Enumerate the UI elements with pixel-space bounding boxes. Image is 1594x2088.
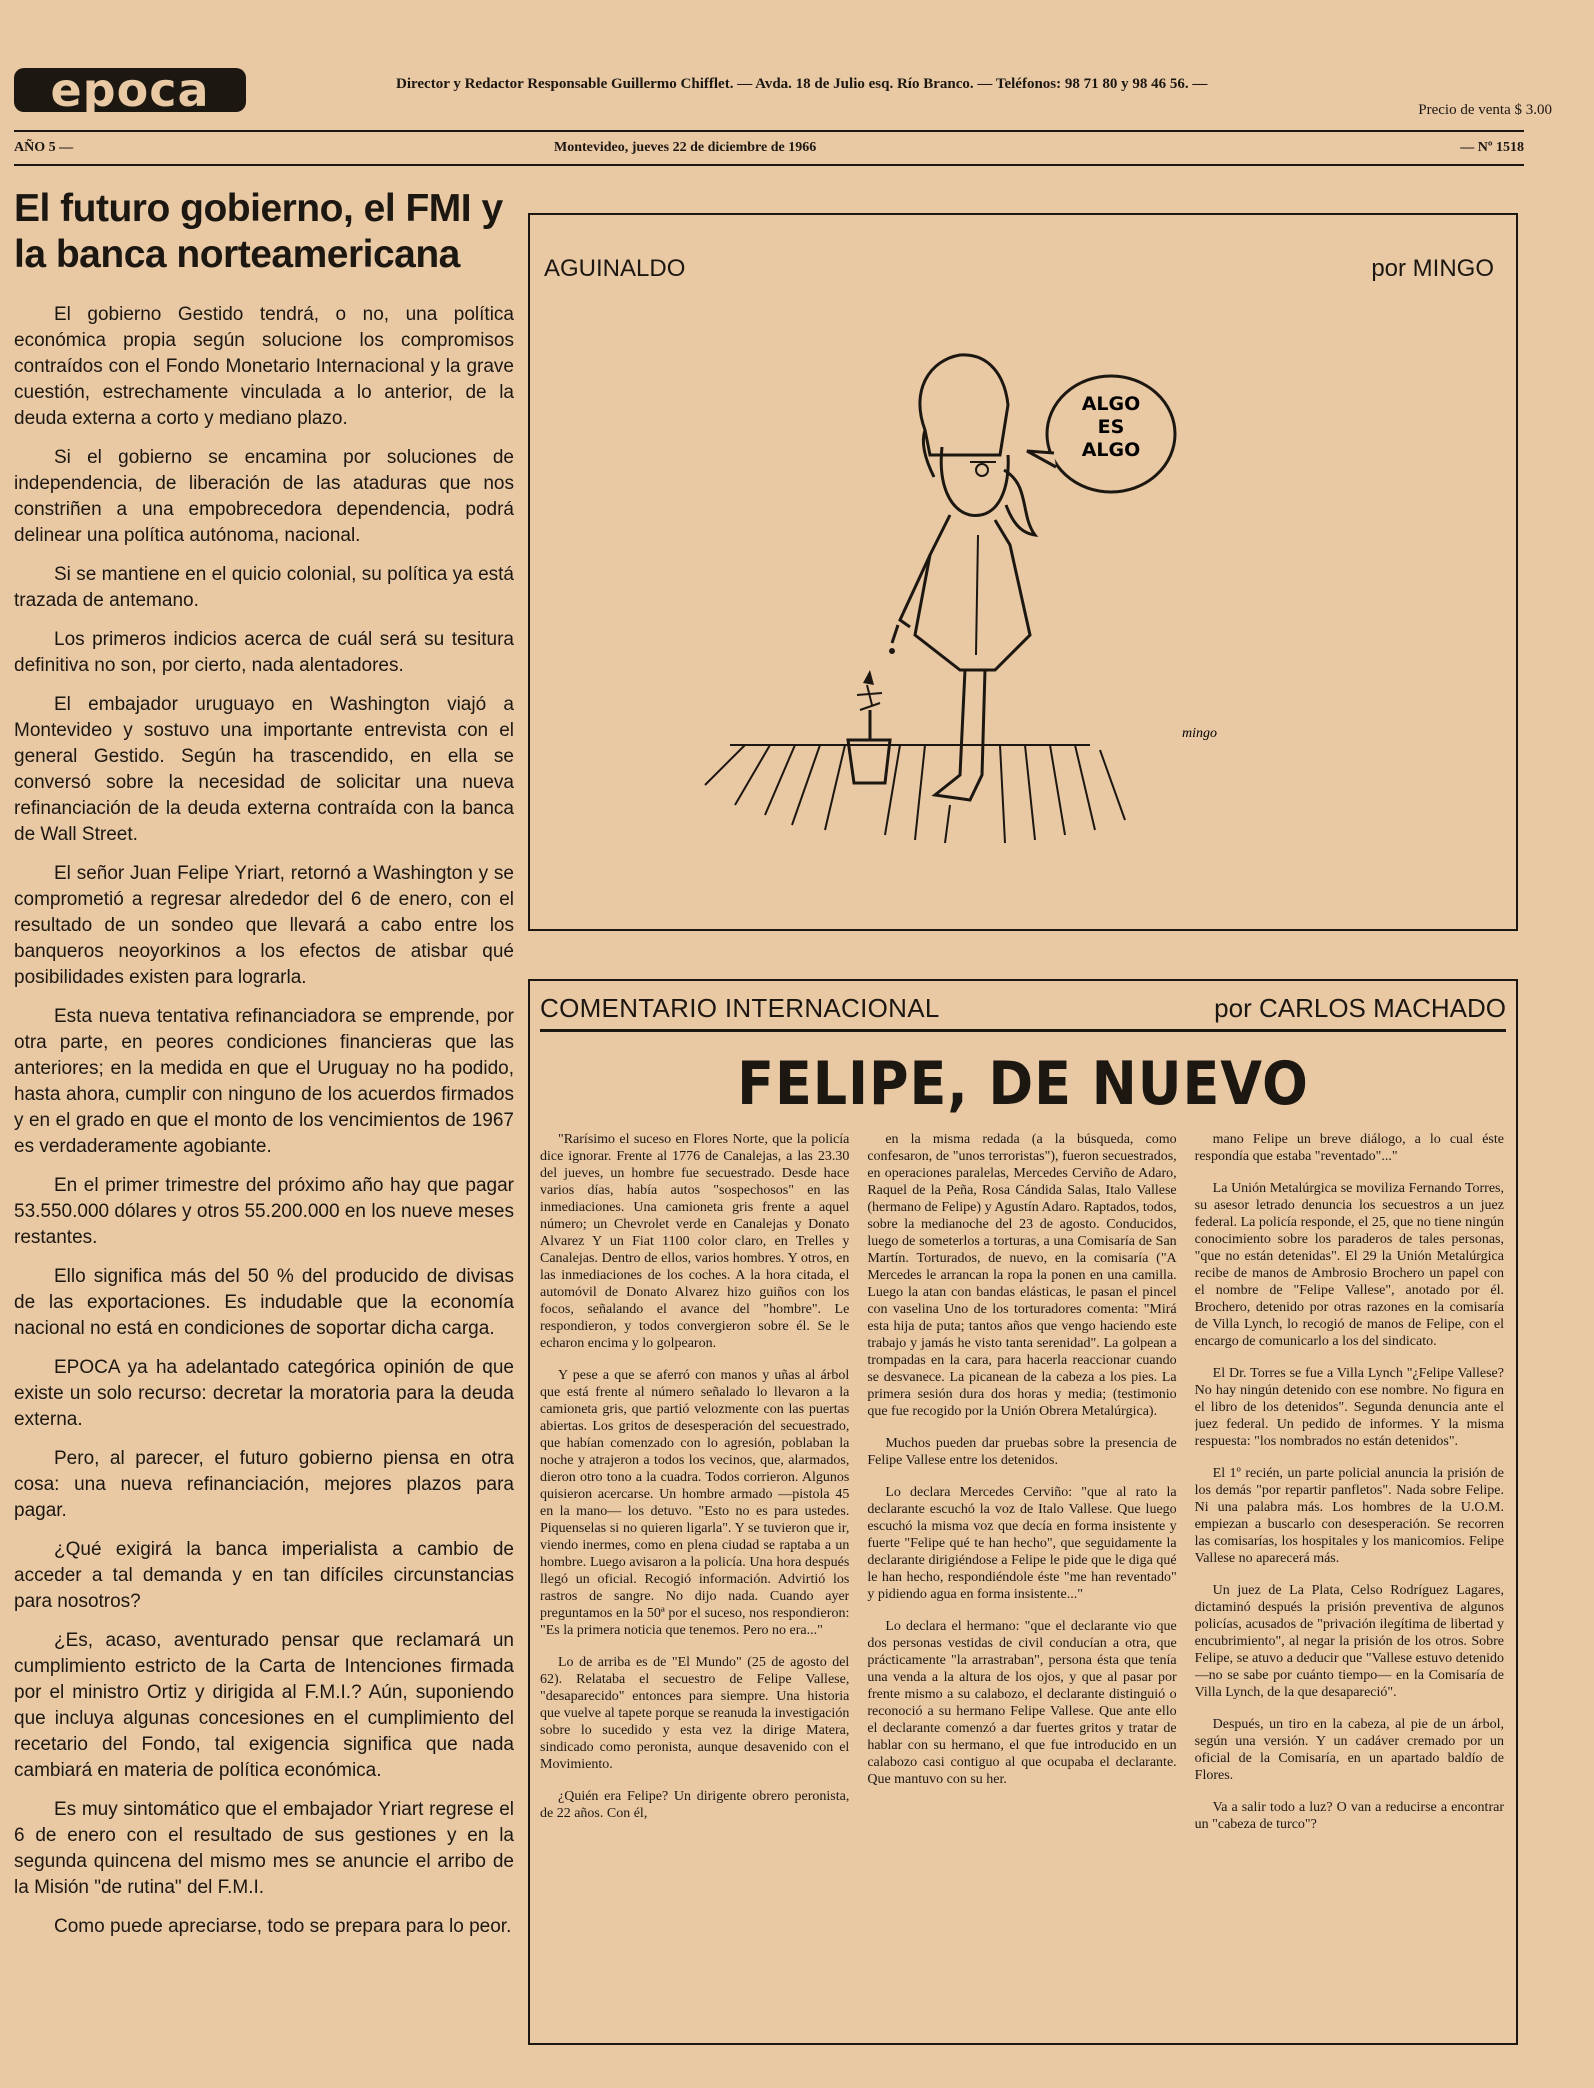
comment-paragraph: Lo declara Mercedes Cerviño: "que al rato la declarante escuchó la voz de Italo Vallese. Que luego escuchó la misma voz que decía en forma insistente y fuerte "Felipe qué te han hecho", que seguidamente la declarante dirigiéndose a Felipe le pide que le diga qué le han hecho, respondiéndole éste "me han reventado" y pidiendo agua en forma insistente..." [867,1485,1177,1602]
dateline [14,130,1524,166]
section-label: COMENTARIO INTERNACIONAL [540,993,940,1023]
comment-title: FELIPE, DE NUEVO [737,1049,1309,1119]
comment-author: por CARLOS MACHADO [1214,993,1506,1023]
comment-paragraph: en la misma redada (a la búsqueda, como confesaron, de "unos terroristas"), fueron secuestrados, en operaciones paralelas, Mercedes Cerviño de Adaro, Raquel de la Peña, Rosa Cándida Salas, Italo Vallese (hermano de Felipe) y Agustín Adaro. Raptados, todos, sobre la medianoche del 23 de agosto. Conducidos, luego de someterlos a torturas, a una Comisaría de San Martín. Torturados, de nuevo, en la comisaría ("A Mercedes le arrancan la ropa la ponen en una camilla. Luego la atan con bandas elásticas, le pasan el pincel con vaselina Uno de los torturadores comenta: "Mirá esta hija de puta; tantos años que vengo haciendo este trabajo y jamás he visto tanta serenidad". La golpean a trompadas en la cara, para hacerla reaccionar cuando se desvanece. La picanean de la cabeza a los pies. La primera sesión dura dos horas y media; (testimonio que fue recogido por la Unión Obrera Metalúrgica). [867,1132,1177,1419]
comment-paragraph: El 1º recién, un parte policial anuncia la prisión de los demás "por repartir panfletos". Nada sobre Felipe. Ni una palabra más. Los hombres de la U.O.M. empiezan a buscarlo con desesperación. Se recorren las comisarías, los hospitales y los manicomios. Felipe Vallese no aparecerá más. [1194,1466,1504,1566]
comment-paragraph: ¿Quién era Felipe? Un dirigente obrero peronista, de 22 años. Con él, [540,1789,850,1821]
character-legs [935,670,985,800]
lead-paragraph: ¿Es, acaso, aventurado pensar que reclamará un cumplimiento estricto de la Carta de Intenciones firmada por el ministro Ortiz y dirigida al F.M.I.? Aún, suponiendo que incluya algunas concesiones en el cumplimiento del recetario del Fondo, tal exigencia significa que nada cambiará en materia de política económica. [14,1630,514,1781]
comment-columns [540,1131,1504,2031]
lead-paragraph: Ello significa más del 50 % del producido de divisas de las exportaciones. Es indudable que la economía nacional no está en condiciones de soportar dicha carga. [14,1266,514,1339]
comment-box [528,979,1518,2045]
comment-paragraph: Después, un tiro en la cabeza, al pie de un árbol, según una versión. Y un cadáver cremado por un oficial de la Comisaría, en un apartado baldío de Flores. [1194,1717,1504,1783]
comment-column-1 [540,1131,849,2031]
lead-paragraph: Esta nueva tentativa refinanciadora se emprende, por otra parte, en peores condiciones financieras que las anteriores; en la medida en que el Uruguay no ha podido, hasta ahora, cumplir con ninguno de los acuerdos firmados y en el grado en que el monto de los vencimientos de 1967 es verdaderamente agobiante. [14,1006,514,1157]
lead-paragraph: El embajador uruguayo en Washington viajó a Montevideo y sostuvo una importante entrevista con el general Gestido. Según ha trascendido, en ella se conversó sobre la necesidad de solicitar una nueva refinanciación de la deuda externa contraída con la banca de Wall Street. [14,694,514,845]
section-divider [540,1029,1506,1032]
comment-paragraph: El Dr. Torres se fue a Villa Lynch "¿Felipe Vallese? No hay ningún detenido con ese nombre. No figura en el libro de los detenidos". Segunda denuncia ante el juez federal. Un pedido de informes. Y la misma respuesta: "los nombrados no están detenidos". [1194,1366,1504,1449]
water-drop [889,648,895,654]
lead-paragraph: Como puede apreciarse, todo se prepara para lo peor. [54,1916,512,1937]
small-tree [857,685,882,710]
comment-paragraph: mano Felipe un breve diálogo, a lo cual éste respondía que estaba "reventado"..." [1194,1132,1504,1164]
lead-body [14,302,514,1940]
flower-pot [848,740,890,783]
lead-paragraph: EPOCA ya ha adelantado categórica opinión de que existe un solo recurso: decretar la moratoria para la deuda externa. [14,1357,514,1430]
cartoon-title: AGUINALDO [544,255,686,282]
lead-paragraph: Si el gobierno se encamina por soluciones de independencia, de liberación de las ataduras que nos constriñen a una empobrecedora dependencia, podrá delinear una política autónoma, nacional. [14,447,514,546]
character-body [915,515,1030,670]
bubble-line: ALGO [1081,439,1141,461]
price-line: Precio de venta $ 3.00 [1418,102,1552,118]
bubble-line: ES [1097,416,1125,438]
comment-paragraph: "Rarísimo el suceso en Flores Norte, que la policía dice ignorar. Frente al 1776 de Canalejas, a las 23.30 del jueves, un hombre fue secuestrado. Desde hace varios días, había autos "sospechosos" en las inmediaciones. Una camioneta gris frente a aquel número; un Chevrolet verde en Canalejas y Donato Alvarez Y un Fiat 1100 color claro, en Trelles y Canalejas. Dentro de ellos, varios hombres. Y otros, en las inmediaciones de los coches. A la hora citada, el automóvil de Donato Alvarez hizo guiños con los focos, señalando el avance del "hombre". Le respondieron, y todos convergieron sobre él. Se le echaron encima y lo golpearon. [540,1132,850,1351]
bubble-line: ALGO [1081,393,1141,415]
cartoon-box [528,213,1518,931]
lead-paragraph: En el primer trimestre del próximo año hay que pagar 53.550.000 dólares y otros 55.200.000 en los nueve meses restantes. [14,1175,514,1248]
cartoon-drawing [530,215,1516,929]
lead-paragraph: Los primeros indicios acerca de cuál será su tesitura definitiva no son, por cierto, nada alentadores. [14,629,514,676]
lead-headline: El futuro gobierno, el FMI y la banca norteamericana [14,187,503,276]
masthead [14,60,1580,120]
artist-signature: mingo [1182,726,1217,741]
lead-paragraph: Es muy sintomático que el embajador Yriart regrese el 6 de enero con el resultado de sus gestiones y en la segunda quincena del mismo mes se anuncie el arribo de la Misión "de rutina" del F.M.I. [14,1799,514,1898]
character-face [941,447,1008,515]
cartoon-author: por MINGO [1371,255,1494,282]
lead-paragraph: El señor Juan Felipe Yriart, retornó a Washington y se comprometió a regresar alrededor del 6 de enero, con el resultado de un sondeo que llevará a cabo entre los banqueros neoyorkinos a los efectos de atisbar qué posibilidades existen para lograrla. [14,863,514,988]
dateline-issue-number: — Nº 1518 [1460,140,1524,155]
lead-paragraph: Pero, al parecer, el futuro gobierno piensa en otra cosa: una nueva refinanciación, mejores plazos para pagar. [14,1448,514,1521]
character-hair [1004,470,1035,535]
newspaper-logo: epoca [14,68,246,112]
lead-paragraph: Si se mantiene en el quicio colonial, su política ya está trazada de antemano. [14,564,514,611]
comment-column-3 [1195,1131,1504,2031]
comment-paragraph: Muchos pueden dar pruebas sobre la presencia de Felipe Vallese entre los detenidos. [867,1436,1177,1468]
dateline-year: AÑO 5 — [14,140,74,155]
dateline-date: Montevideo, jueves 22 de diciembre de 1966 [554,140,817,155]
comment-paragraph: Un juez de La Plata, Celso Rodríguez Lagares, dictaminó después la prisión preventiva de algunos policías, acusados de "privación ilegítima de libertad y encubrimiento", al negar la prisión de los otros. Sobre Felipe, se atuvo a deducir que "Vallese estuvo detenido —no se sabe por cuánto tiempo— en la Comisaría de Villa Lynch, de la que desapareció". [1194,1583,1504,1700]
lead-paragraph: ¿Qué exigirá la banca imperialista a cambio de acceder a tal demanda y en tan difíciles circunstancias para nosotros? [14,1539,514,1612]
lead-paragraph: El gobierno Gestido tendrá, o no, una política económica propia según solucione los compromisos contraídos con el Fondo Monetario Internacional y la grave cuestión, estrechamente vinculada a lo anterior, de la deuda externa a corto y mediano plazo. [14,304,514,429]
speech-bubble-tail [1027,451,1056,467]
hatched-floor [705,745,1125,843]
comment-paragraph: La Unión Metalúrgica se moviliza Fernando Torres, su asesor letrado denuncia los secuestros a un juez federal. La policía responde, el 25, que no tiene ningún conocimiento sobre los paraderos de tales personas, "que no están detenidas". El 29 la Unión Metalúrgica recibe de manos de Ambrosio Brochero un papel con el nombre de "Felipe Vallese", anotado por él. Brochero, detenido por otras razones en la comisaría de Villa Lynch, lo recogió de manos de Felipe, con el encargo de comunicarlo a los del sindicato. [1194,1181,1504,1349]
comment-paragraph: Lo de arriba es de "El Mundo" (25 de agosto del 62). Relataba el secuestro de Felipe Vallese, "desaparecido" entonces para siempre. Una historia que vuelve al tapete porque se reanuda la investigación sobre lo sucedido y esta vez la dirige Matera, sindicado como peronista, aunque desavenido con el Movimiento. [540,1655,850,1772]
comment-column-2 [867,1131,1176,2031]
comment-paragraph: Lo declara el hermano: "que el declarante vio que dos personas vestidas de civil conducían a otra, que prácticamente "la arrastraban", persona ésta que tenía una venda a la altura de los ojos, y que al pasar por frente mismo a su calabozo, el declarante distinguió o reconoció a su hermano Felipe Vallese. Que ante ello el declarante comenzó a dar fuertes gritos y tratar de hablar con su hermano, el que fue introducido en un calabozo casi contiguo al que ocupaba el declarante. Que mantuvo con su her. [867,1619,1177,1787]
lead-article [14,186,514,2076]
character-cap [920,355,1008,455]
comment-paragraph: Va a salir todo a luz? O van a reducirse a encontrar un "cabeza de turco"? [1194,1800,1504,1832]
staff-line: Director y Redactor Responsable Guillermo Chifflet. — Avda. 18 de Julio esq. Río Branco. — Teléfonos: 98 71 80 y 98 46 56. — [396,76,1208,92]
comment-paragraph: Y pese a que se aferró con manos y uñas al árbol que está frente al número señalado lo llevaron a la camioneta gris, que partió velozmente con las puertas abiertas. Los gritos de desesperación del secuestrado, que habían comenzado con lo agresión, poblaban la noche y atrajeron a todos los vecinos, que, alarmados, dieron otro tono a la cuadra. Todos corrieron. Algunos quisieron acercarse. Un hombre armado —pistola 45 en la mano— los detuvo. "Esto no es para ustedes. Piquenselas si no quieren ligarla". Y se tuvieron que ir, viendo inermes, como en plena ciudad se raptaba a un hombre. Luego avisaron a la policía. Una hora después llegó un oficial. Recogió información. Advirtió los rastros de sangre. No dijo nada. Cuando ayer preguntamos en la 50ª por el suceso, nos respondieron: "Es la primera noticia que tenemos. Pero no era..." [540,1368,850,1638]
